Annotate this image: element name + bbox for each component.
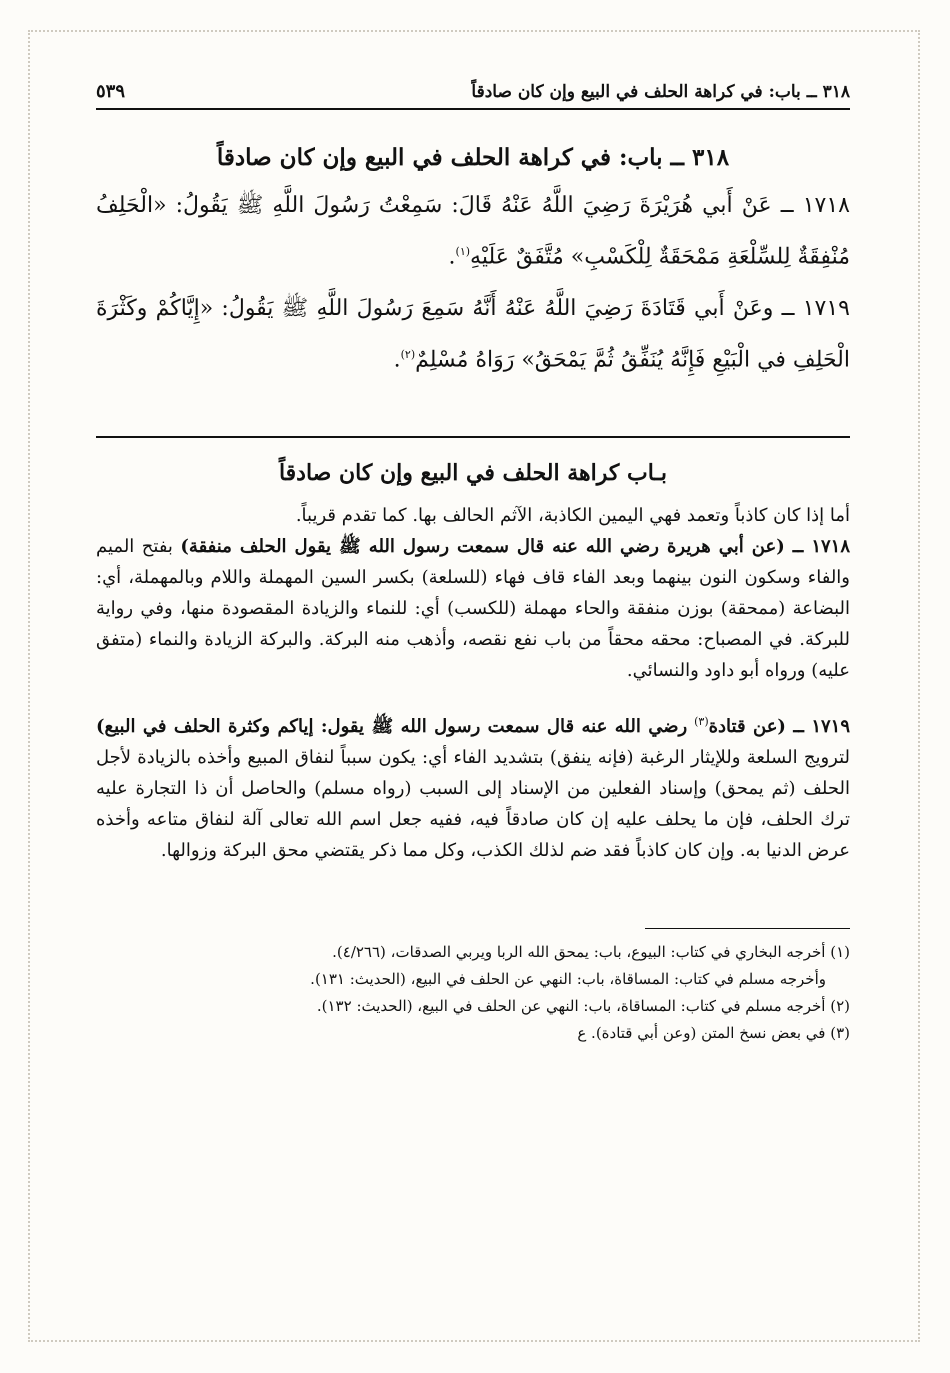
footnotes [96,939,850,1047]
commentary-quote: ١٧١٨ ــ (عن أبي هريرة رضي الله عنه قال سمعت رسول الله ﷺ يقول الحلف منفقة) [180,535,850,557]
running-header [96,70,850,110]
commentary-quote: ١٧١٩ ــ (عن قتادة [708,715,850,737]
footnote-ref: (١) [455,245,471,258]
commentary-body: بفتح الميم والفاء وسكون النون بينهما وبعد الفاء قاف فهاء (للسلعة) بكسر السين المهملة واللام وبالمهملة، أي: البضاعة (ممحقة) بوزن منفقة والحاء مهملة (للكسب) أي: للنماء والزيادة المقصودة منها، وفي رواية للبركة. في المصباح: محقه محقاً من باب نفع نقصه، وأذهب منه البركة. والبركة الزيادة والنماء (متفق عليه) ورواه أبو داود والنسائي. [96,535,850,681]
commentary-title: بـاب كراهة الحلف في البيع وإن كان صادقاً [278,459,668,486]
book-page [96,70,850,1047]
commentary-1719 [96,706,850,866]
hadith-tail: . [393,347,401,373]
commentary-quote-cont: رضي الله عنه قال سمعت رسول الله ﷺ يقول: إياكم وكثرة الحلف في البيع) [96,715,688,737]
hadith-text [96,183,850,384]
footnote-3: (٣) في بعض نسخ المتن (وعن أبي قتادة). ع [577,1023,850,1042]
hadith-text-body: ١٧١٨ ــ عَنْ أَبي هُرَيْرَةَ رَضِيَ اللَّهُ عَنْهُ قَالَ: سَمِعْتُ رَسُولَ اللَّهِ ﷺ يَقُولُ: «الْحَلِفُ مُنْفِقَةٌ لِلسِّلْعَةِ مَمْحَقَةٌ لِلْكَسْبِ» مُتَّفَقٌ عَلَيْهِ [96,193,850,270]
page-number: ٥٣٩ [96,81,126,102]
commentary-intro: أما إذا كان كاذباً وتعمد فهي اليمين الكاذبة، الآثم الحالف بها. كما تقدم قريباً. [295,504,850,526]
hadith-tail: . [448,244,456,270]
footnote-ref: (٣) [694,714,709,728]
running-title: ٣١٨ ــ باب: في كراهة الحلف في البيع وإن كان صادقاً [471,82,850,102]
footnote-2: (٢) أخرجه مسلم في كتاب: المساقاة، باب: النهي عن الحلف في البيع، (الحديث: ١٣٢). [316,996,850,1015]
commentary-body: لترويج السلعة وللإيثار الرغبة (فإنه ينفق) بتشديد الفاء أي: يكون سبباً لنفاق المبيع وأخذه بالزيادة لأجل الحلف (ثم يمحق) وإسناد الفعلين من الإسناد إلى السبب (رواه مسلم) والحاصل أن ذا التجارة عليه ترك الحلف، فإن ما يحلف عليه إن كان صادقاً فيه، ففيه جعل اسم الله تعالى آلة لنفاق متاعه وأخذه عرض الدنيا به. وإن كان كاذباً فقد ضم لذلك الكذب، وكل مما ذكر يقتضي محق البركة وزوالها. [96,746,850,861]
hadith-1719 [96,286,850,383]
hadith-1718 [96,183,850,280]
commentary-1718 [96,531,850,686]
footnote-rule [645,928,850,929]
footnote-1-cont: وأخرجه مسلم في كتاب: المساقاة، باب: النهي عن الحلف في البيع، (الحديث: ١٣١). [310,969,826,988]
commentary [96,460,850,866]
section-divider [96,436,850,438]
footnote-1: (١) أخرجه البخاري في كتاب: البيوع، باب: يمحق الله الربا ويربي الصدقات، (٤/٢٦٦). [332,942,850,961]
footnote-ref: (٢) [400,348,416,362]
chapter-title: ٣١٨ ــ باب: في كراهة الحلف في البيع وإن كان صادقاً [216,144,730,171]
hadith-text-body: ١٧١٩ ــ وعَنْ أَبي قَتَادَةَ رَضِيَ اللَّهُ عَنْهُ أَنَّهُ سَمِعَ رَسُولَ اللَّهِ ﷺ يَقُولُ: «إِيَّاكُمْ وكَثْرَةَ الْحَلِفِ في الْبَيْعِ فَإِنَّهُ يُنَفِّقُ ثُمَّ يَمْحَقُ» رَوَاهُ مُسْلِمٌ [96,296,850,373]
